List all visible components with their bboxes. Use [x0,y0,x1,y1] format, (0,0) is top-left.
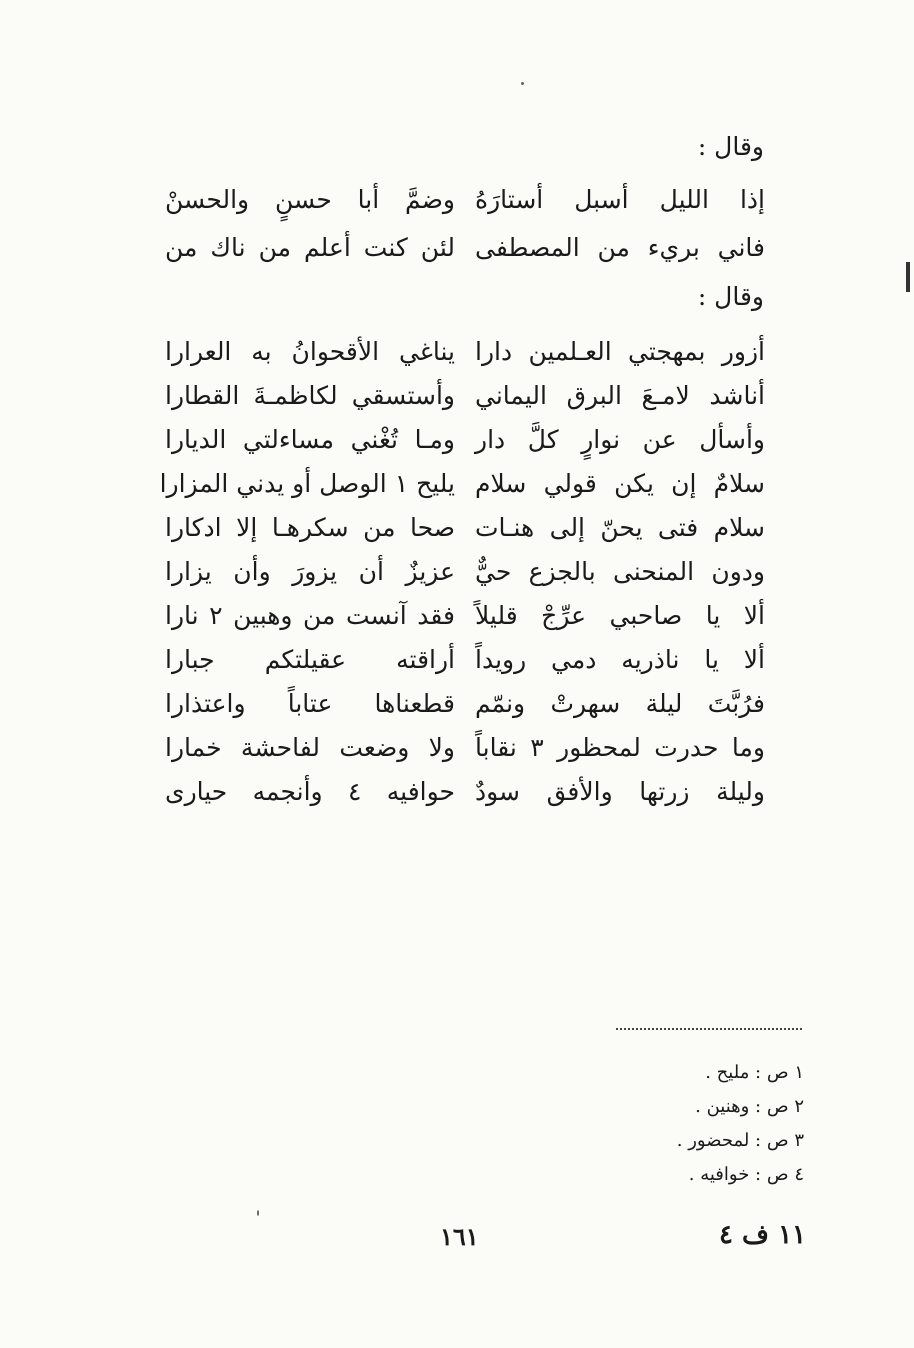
poem2-line-3 [165,420,765,460]
hemistich-2: لئن كنت أعلم من ناك من [165,233,455,262]
signature-mark: ١١ ف ٤ [719,1220,806,1250]
hemistich-2: أراقته عقيلتكم جبارا [165,645,455,674]
poem2-line-5 [165,508,765,548]
footnote-4: ٤ ص : خوافيه . [688,1164,804,1185]
hemistich-2: عزيزٌ أن يزورَ وأن يزارا [165,557,455,586]
hemistich-2: فقد آنست من وهبين ٢ نارا [165,601,455,630]
hemistich-1: ألا يا صاحبي عرِّجْ قليلاً [475,601,765,630]
hemistich-1: أناشد لامـعَ البرق اليماني [475,381,765,410]
hemistich-2: ومـا تُغْني مساءلتي الديارا [165,425,455,454]
poem2-line-4 [159,464,765,504]
hemistich-1: سلامٌ إن يكن قولي سلام [475,469,765,498]
poem2-line-11 [165,772,765,812]
poem2-line-10 [165,728,765,768]
poem1-line-1 [165,180,765,220]
poem2-line-8 [165,640,765,680]
poem2-line-2 [165,376,765,416]
hemistich-2: ولا وضعت لفاحشة خمارا [165,733,455,762]
hemistich-2: يناغي الأقحوانُ به العرارا [165,337,455,366]
hemistich-1: وليلة زرتها والأفق سودٌ [475,777,765,806]
hemistich-1: أزور بمهجتي العـلمين دارا [475,337,765,366]
hemistich-2: وضمَّ أبا حسنٍ والحسنْ [165,185,455,214]
paper-speck [257,1210,259,1216]
poem2-line-1 [165,332,765,372]
hemistich-1: إذا الليل أسبل أستارَهُ [475,185,765,214]
hemistich-2: صحا من سكرهـا إلا ادكارا [165,513,455,542]
hemistich-2: يليح ١ الوصل أو يدني المزارا [159,469,455,498]
hemistich-2: حوافيه ٤ وأنجمه حيارى [165,777,455,806]
page-edge-mark [906,262,910,292]
poem2-line-9 [165,684,765,724]
hemistich-1: وأسأل عن نوارٍ كلَّ دار [475,425,765,454]
poem2-line-6 [165,552,765,592]
hemistich-2: وأستسقي لكاظمـةَ القطارا [165,381,455,410]
hemistich-1: فاني بريء من المصطفى [475,233,765,262]
poem1-line-2 [165,228,765,268]
hemistich-1: وما حدرت لمحظور ٣ نقاباً [475,733,765,762]
poem2-line-7 [165,596,765,636]
footnote-1: ١ ص : مليح . [705,1062,804,1083]
hemistich-1: ودون المنحنى بالجزع حيٌّ [475,557,765,586]
hemistich-2: قطعناها عتاباً واعتذارا [165,689,455,718]
section-heading-2: وقال : [697,282,764,311]
hemistich-1: ألا يا ناذريه دمي رويداً [475,645,765,674]
page-number: ١٦١ [440,1222,479,1251]
hemistich-1: فرُبَّتَ ليلة سهرتْ ونمّم [475,689,765,718]
footnote-3: ٣ ص : لمحضور . [676,1130,804,1151]
paper-speck [521,82,524,85]
footnote-2: ٢ ص : وهنين . [695,1096,804,1117]
footnote-divider [616,1028,802,1030]
hemistich-1: سلام فتى يحنّ إلى هنـات [475,513,765,542]
section-heading-1: وقال : [697,132,764,161]
